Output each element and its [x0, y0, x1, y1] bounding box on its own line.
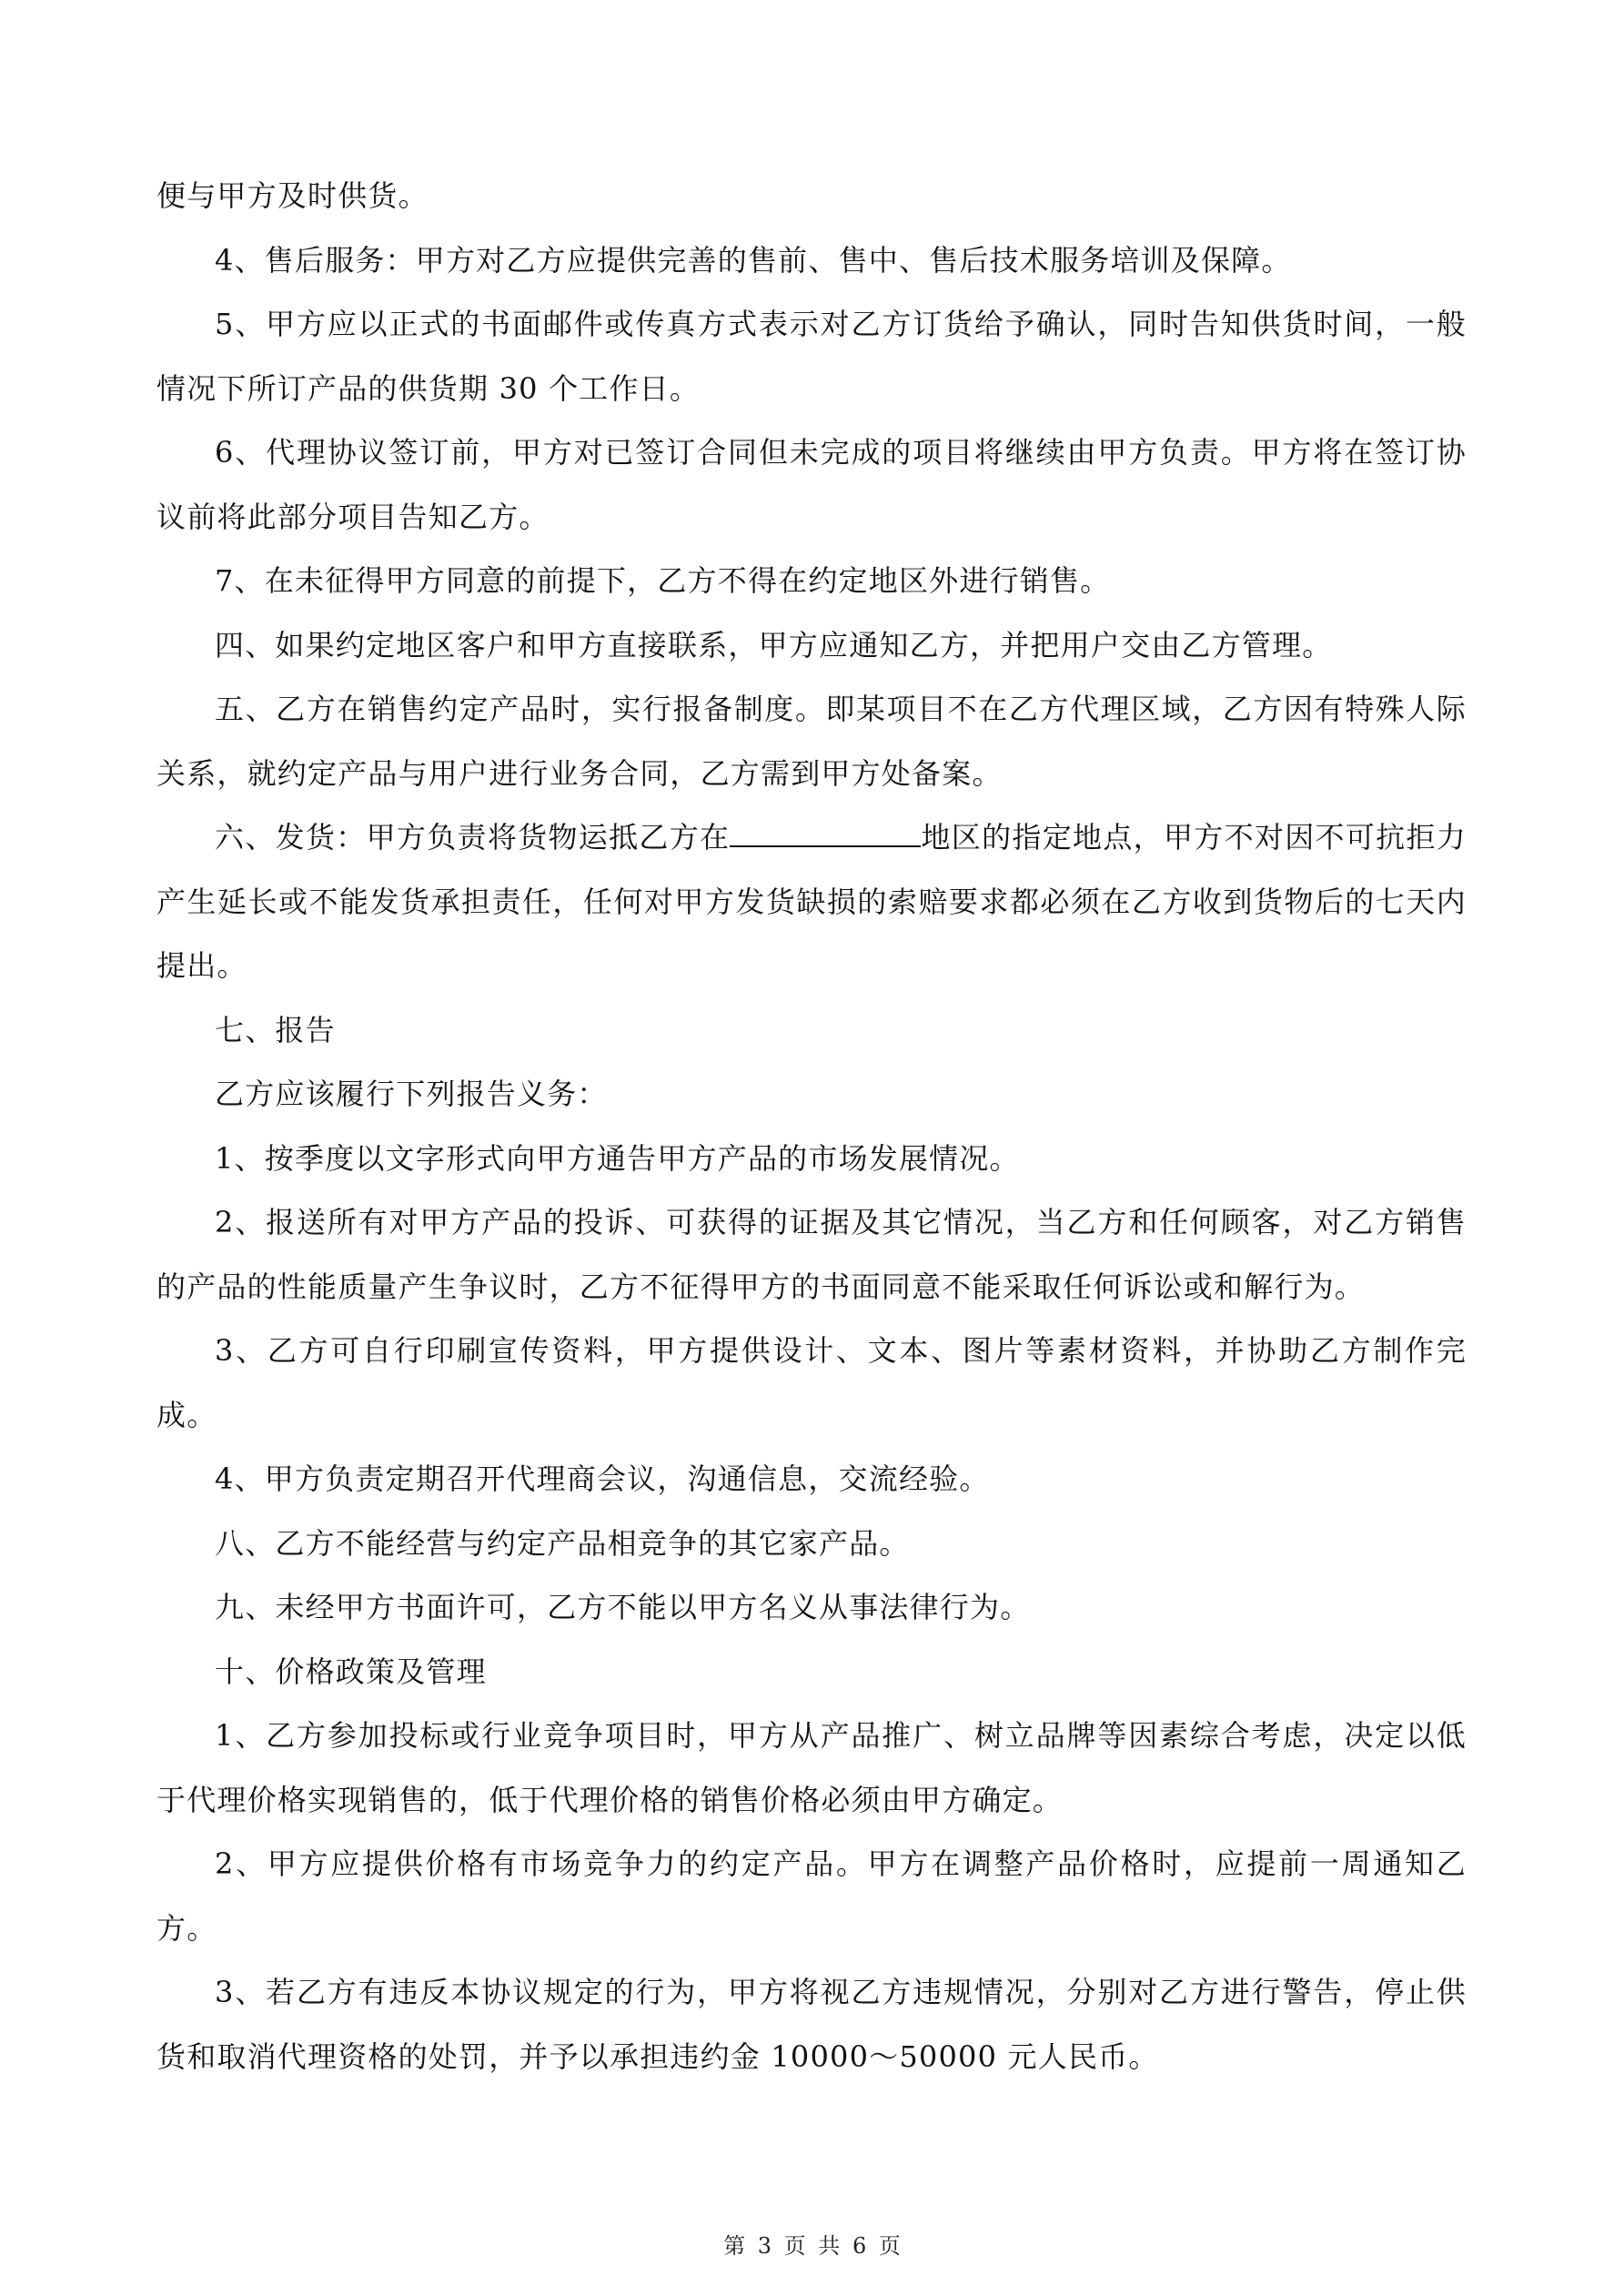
- section-6-delivery: [156, 805, 1467, 998]
- pricing-item-1: 1、乙方参加投标或行业竞争项目时，甲方从产品推广、树立品牌等因素综合考虑，决定以低于代理价格实现销售的，低于代理价格的销售价格必须由甲方确定。: [156, 1718, 1467, 1817]
- report-item-1: 1、按季度以文字形式向甲方通告甲方产品的市场发展情况。: [215, 1140, 1020, 1176]
- paragraph-after-sales: 4、售后服务：甲方对乙方应提供完善的售前、售中、售后技术服务培训及保障。: [215, 242, 1292, 278]
- report-item-3: 3、乙方可自行印刷宣传资料，甲方提供设计、文本、图片等素材资料，并协助乙方制作完成。: [156, 1333, 1467, 1432]
- paragraph-order-confirmation: 5、甲方应以正式的书面邮件或传真方式表示对乙方订货给予确认，同时告知供货时间，一般情况下所订产品的供货期 30 个工作日。: [156, 307, 1467, 406]
- delivery-text-after: 地区的指定地点，甲方不对因不可抗拒力产生延长或不能发货承担责任，任何对甲方发货缺损的索赔要求都必须在乙方收到货物后的七天内提出。: [156, 820, 1467, 983]
- section-9-legal-acts: 九、未经甲方书面许可，乙方不能以甲方名义从事法律行为。: [215, 1590, 1031, 1624]
- page-number-footer: 第 3 页 共 6 页: [723, 2233, 901, 2259]
- pricing-item-2: 2、甲方应提供价格有市场竞争力的约定产品。甲方在调整产品价格时，应提前一周通知乙方。: [156, 1846, 1467, 1946]
- paragraph-sales-region: 7、在未征得甲方同意的前提下，乙方不得在约定地区外进行销售。: [215, 563, 1111, 598]
- region-blank-line: [730, 814, 921, 847]
- report-item-2: 2、报送所有对甲方产品的投诉、可获得的证据及其它情况，当乙方和任何顾客，对乙方销售的产品的性能质量产生争议时，乙方不征得甲方的书面同意不能采取任何诉讼或和解行为。: [156, 1205, 1467, 1304]
- report-obligations-intro: 乙方应该履行下列报告义务：: [215, 1077, 608, 1111]
- section-10-heading: 十、价格政策及管理: [215, 1654, 487, 1689]
- section-7-heading: 七、报告: [215, 1012, 336, 1047]
- paragraph-prior-contracts: 6、代理协议签订前，甲方对已签订合同但未完成的项目将继续由甲方负责。甲方将在签订协议前将此部分项目告知乙方。: [156, 435, 1467, 534]
- document-body: [156, 164, 1467, 2089]
- section-8-competition: 八、乙方不能经营与约定产品相竞争的其它家产品。: [215, 1525, 910, 1561]
- report-item-4: 4、甲方负责定期召开代理商会议，沟通信息，交流经验。: [215, 1462, 990, 1496]
- section-4-customer-contact: 四、如果约定地区客户和甲方直接联系，甲方应通知乙方，并把用户交由乙方管理。: [215, 627, 1333, 663]
- pricing-item-3: 3、若乙方有违反本协议规定的行为，甲方将视乙方违规情况，分别对乙方进行警告，停止供货和取消代理资格的处罚，并予以承担违约金 10000～50000 元人民币。: [156, 1975, 1467, 2074]
- delivery-text-before: 六、发货：甲方负责将货物运抵乙方在: [215, 820, 731, 855]
- section-5-filing-system: 五、乙方在销售约定产品时，实行报备制度。即某项目不在乙方代理区域，乙方因有特殊人际关系，就约定产品与用户进行业务合同，乙方需到甲方处备案。: [156, 692, 1467, 791]
- paragraph-continuation: 便与甲方及时供货。: [156, 178, 429, 213]
